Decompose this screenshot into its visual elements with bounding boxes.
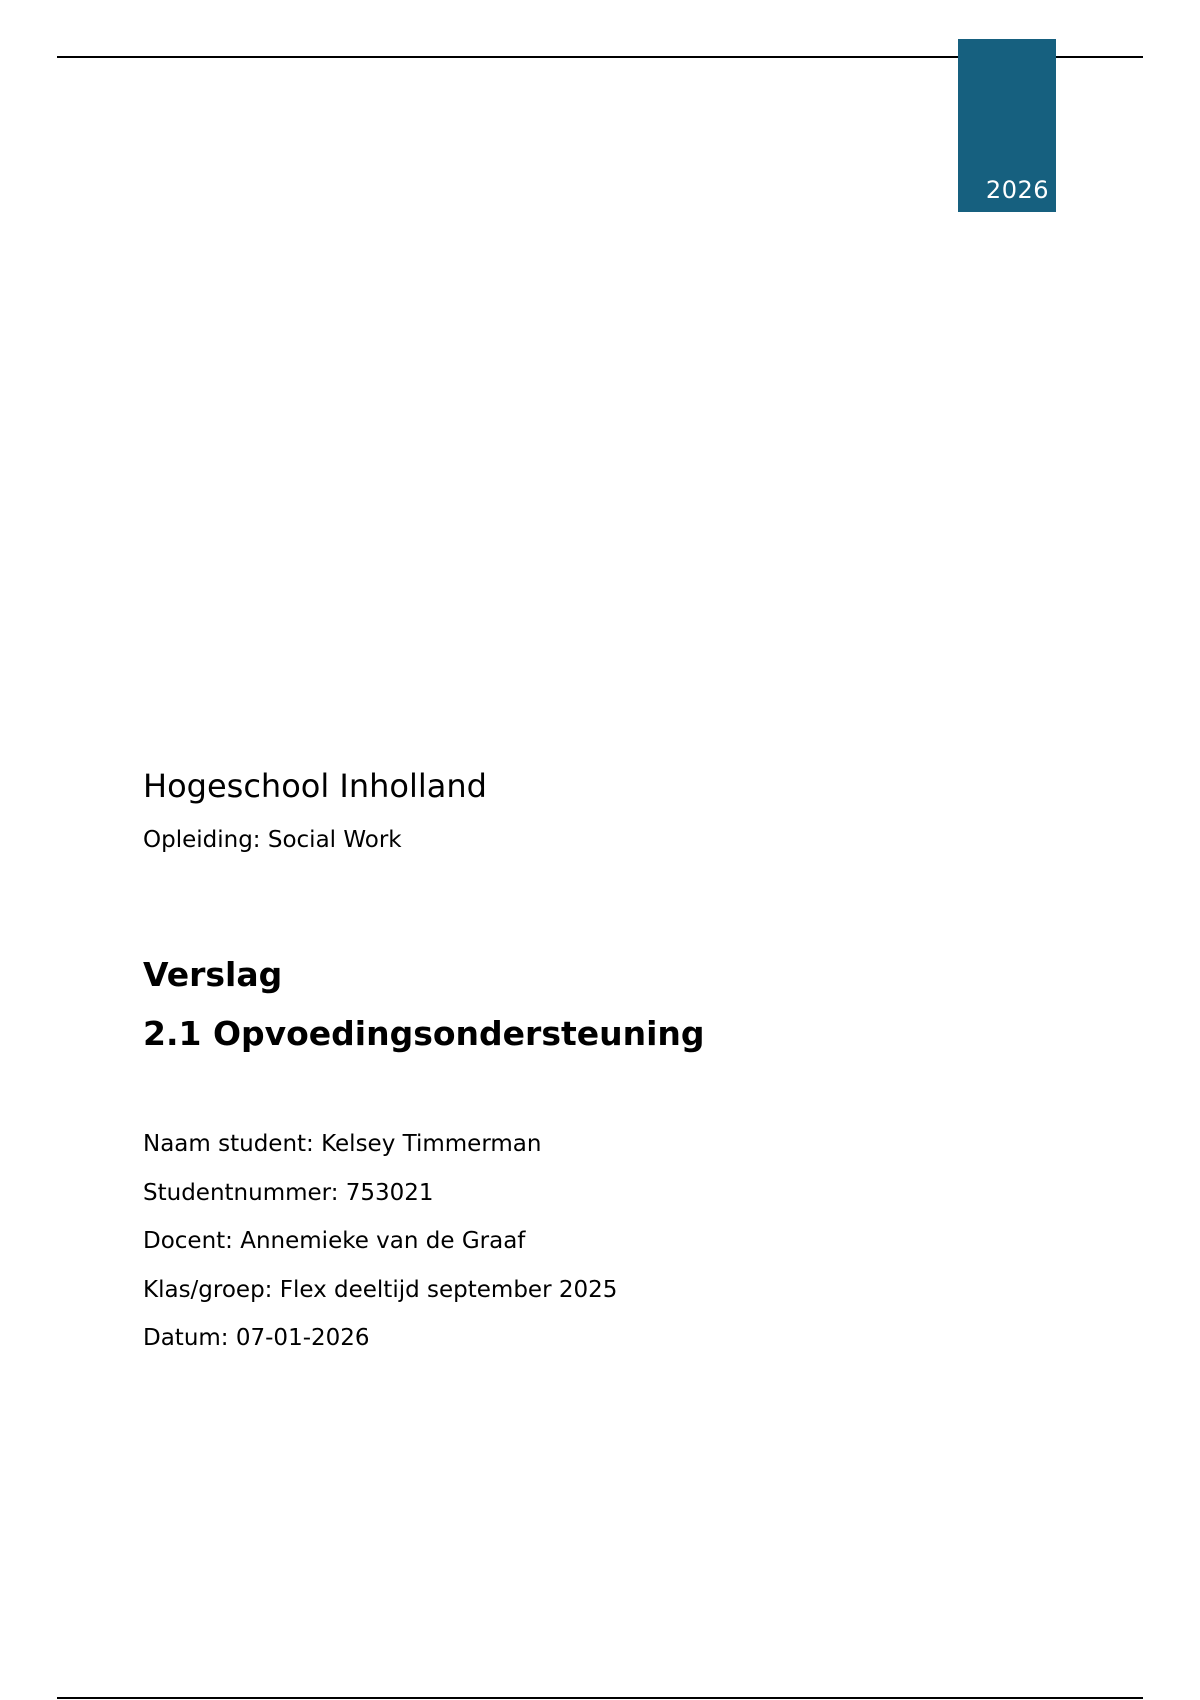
detail-date: Datum: 07-01-2026: [143, 1325, 370, 1351]
year-tab: [958, 39, 1056, 212]
student-details: [143, 1131, 1043, 1351]
year-label: 2026: [985, 176, 1049, 204]
institution-name: Hogeschool Inholland: [143, 767, 487, 805]
document-type: Verslag: [143, 955, 283, 994]
document-title: 2.1 Opvoedingsondersteuning: [143, 1014, 705, 1053]
detail-class-group: Klas/groep: Flex deeltijd september 2025: [143, 1276, 618, 1303]
cover-content: [143, 767, 1043, 1374]
detail-teacher: Docent: Annemieke van de Graaf: [143, 1228, 526, 1254]
detail-student-name: Naam student: Kelsey Timmerman: [143, 1131, 542, 1157]
program-label: Opleiding: Social Work: [143, 827, 402, 853]
detail-student-number: Studentnummer: 753021: [143, 1179, 434, 1206]
bottom-rule: [57, 1697, 1143, 1699]
